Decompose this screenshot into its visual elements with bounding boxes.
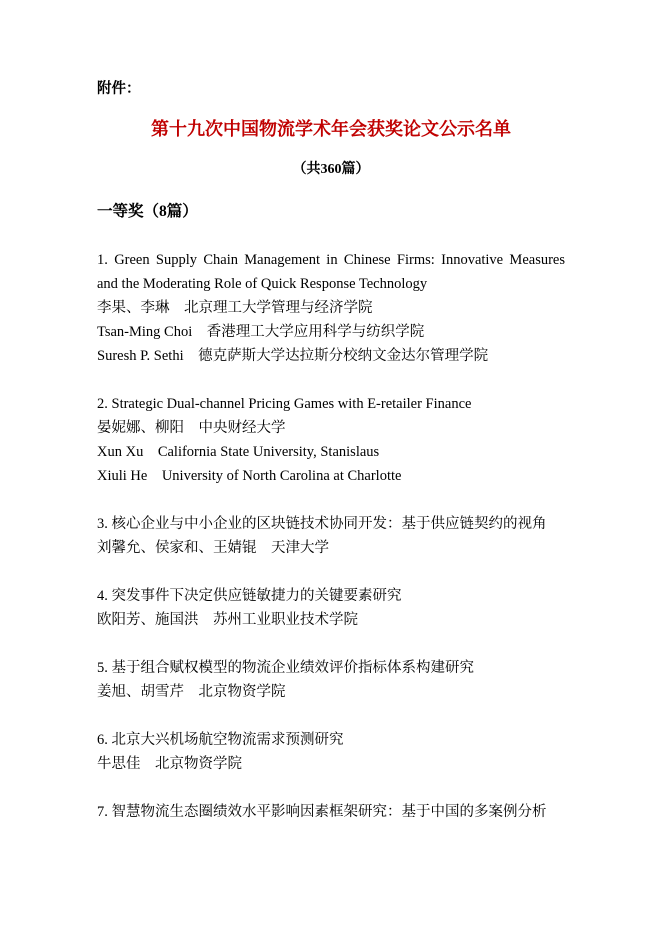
paper-entry-1: [97, 248, 565, 368]
author-line: Suresh P. Sethi 德克萨斯大学达拉斯分校纳文金达尔管理学院: [97, 348, 489, 364]
paper-entry-5: [97, 656, 565, 704]
author-line: Xun Xu California State University, Stanislaus: [97, 444, 380, 460]
paper-count: （共360篇）: [292, 162, 370, 177]
paper-entry-3: [97, 512, 565, 560]
paper-title: 6. 北京大兴机场航空物流需求预测研究: [97, 732, 344, 748]
paper-title: 7. 智慧物流生态圈绩效水平影响因素框架研究：基于中国的多案例分析: [97, 804, 547, 820]
author-line: 晏妮娜、柳阳 中央财经大学: [97, 420, 286, 436]
document-title: 第十九次中国物流学术年会获奖论文公示名单: [151, 119, 511, 139]
paper-title: 4. 突发事件下决定供应链敏捷力的关键要素研究: [97, 588, 402, 604]
author-line: 欧阳芳、施国洪 苏州工业职业技术学院: [97, 612, 358, 628]
author-line: 李果、李琳 北京理工大学管理与经济学院: [97, 300, 373, 316]
paper-entry-6: [97, 728, 565, 776]
section-heading-first-prize: 一等奖（8篇）: [97, 203, 198, 220]
author-line: Tsan-Ming Choi 香港理工大学应用科学与纺织学院: [97, 324, 425, 340]
paper-entry-4: [97, 584, 565, 632]
paper-title: 3. 核心企业与中小企业的区块链技术协同开发：基于供应链契约的视角: [97, 516, 547, 532]
author-line: 牛思佳 北京物资学院: [97, 756, 242, 772]
paper-entry-2: [97, 392, 565, 488]
paper-title: 1. Green Supply Chain Management in Chinese Firms: Innovative Measures and the Moderating Role of Quick Response Technology: [97, 252, 565, 292]
attachment-label: 附件：: [97, 81, 141, 97]
author-line: 刘馨允、侯家和、王婧锟 天津大学: [97, 540, 329, 556]
author-line: 姜旭、胡雪芹 北京物资学院: [97, 684, 286, 700]
paper-entry-7: [97, 800, 565, 824]
paper-title: 2. Strategic Dual-channel Pricing Games with E-retailer Finance: [97, 396, 472, 412]
author-line: Xiuli He University of North Carolina at Charlotte: [97, 468, 402, 484]
paper-title: 5. 基于组合赋权模型的物流企业绩效评价指标体系构建研究: [97, 660, 474, 676]
